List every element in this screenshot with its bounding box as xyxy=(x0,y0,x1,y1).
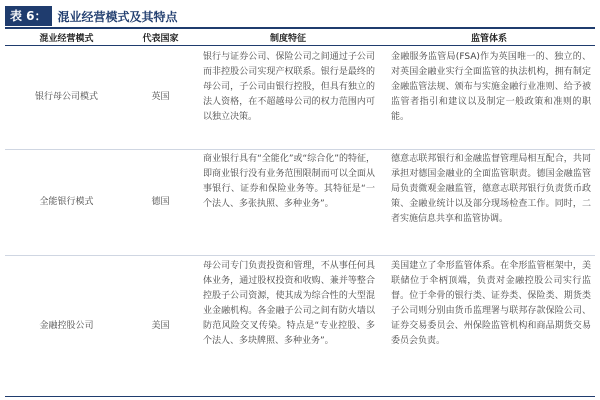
mode-cell: 全能银行模式 xyxy=(39,197,94,207)
comparison-table xyxy=(5,29,595,396)
mode-cell: 金融控股公司 xyxy=(39,320,94,331)
table-row xyxy=(5,150,595,256)
feature-cell: 商业银行具有“全能化”或“综合化”的特征，即商业银行没有业务范围限制而可以全面从事银行、证券和保险业务等。其特征是“一个法人、多张执照、多种业务”。 xyxy=(203,154,375,209)
country-cell: 美国 xyxy=(151,320,170,331)
table-number-label: 表 6： xyxy=(5,6,52,26)
regulation-cell: 德意志联邦银行和金融监督管理局相互配合，共同承担对德国金融业的全面监管职责。德国金融监管局负责微观金融监管，德意志联邦银行负责货币政策、金融业统计以及部分现场检查工作。同时，二者实施信息共享和监管协调。 xyxy=(391,154,591,224)
mode-cell: 银行母公司模式 xyxy=(34,92,98,102)
table-header xyxy=(5,29,595,46)
table-row xyxy=(5,256,595,397)
regulation-cell: 美国建立了伞形监管体系。在伞形监管框架中，美联储位于伞柄顶端，负责对金融控股公司实行监督。位于伞骨的银行类、证券类、保险类、期货类子公司则分别由货币监理署与联邦存款保险公司、证券交易委员会、州保险监管机构和商品期货交易委员会负责。 xyxy=(391,261,591,346)
country-cell: 英国 xyxy=(151,92,170,102)
feature-cell: 母公司专门负责投资和管理，不从事任何具体业务，通过股权投资和收购、兼并等整合控股子公司资源，使其成为综合性的大型混业金融机构。各金融子公司之间有防火墙以防范风险交叉传染。特点是“专业控股、多个法人、多块牌照、多种业务”。 xyxy=(203,261,375,346)
feature-cell: 银行与证券公司、保险公司之间通过子公司而非控股公司实现产权联系。银行是最终的母公司，子公司由银行控股，但具有独立的法人资格，在不超越母公司的权力范围内可以独立决策。 xyxy=(203,52,375,122)
regulation-cell: 金融服务监管局(FSA)作为英国唯一的、独立的、对英国金融业实行全面监管的执法机构，拥有制定金融监管法规、颁布与实施金融行业准则、给予被监管者指引和建议以及制定一般政策和准则的职能。 xyxy=(391,52,591,122)
header-feature: 制度特征 xyxy=(269,33,306,44)
table-title: 混业经营模式及其特点 xyxy=(57,9,178,24)
header-regulation: 监管体系 xyxy=(470,33,507,44)
table-title-bar xyxy=(5,6,595,26)
header-mode: 混业经营模式 xyxy=(39,33,94,44)
header-country: 代表国家 xyxy=(142,33,179,44)
table-row xyxy=(5,46,595,150)
country-cell: 德国 xyxy=(151,197,170,207)
